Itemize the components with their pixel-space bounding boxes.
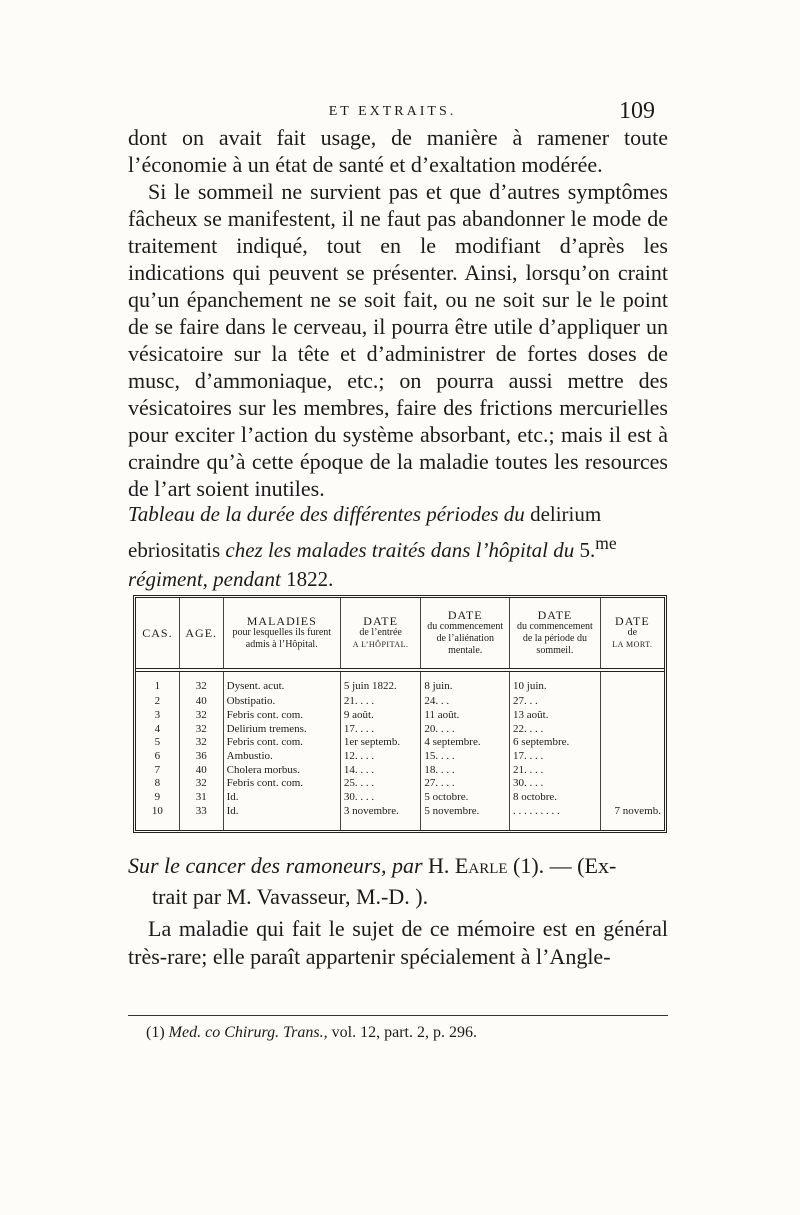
cell-maladie: Id. (223, 791, 340, 805)
header-entree-sc: A L’HÔPITAL. (352, 640, 409, 649)
caption-italic-b: chez les malades traités dans l’hôpital du (225, 538, 575, 562)
cell-cas: 7 (136, 764, 179, 778)
header-mort (600, 598, 664, 670)
cell-maladie: Febris cont. com. (223, 709, 340, 723)
header-alienation-title: DATE (447, 608, 483, 622)
header-entree-sub: de l’entrée (359, 627, 402, 638)
cell-maladie: Id. (223, 805, 340, 830)
footnote-italic: Med. co Chirurg. Trans. (168, 1024, 324, 1041)
cell-age: 32 (179, 723, 223, 737)
cell-cas: 10 (136, 805, 179, 830)
table-row (136, 723, 664, 737)
footnote-rest: , vol. 12, part. 2, p. 296. (323, 1024, 477, 1041)
paragraph-3: La maladie qui fait le sujet de ce mémoire est en général très-rare; elle paraît appartenir spécialement à l’Angle- (128, 916, 668, 969)
cell-alienation: 27. . . . (421, 777, 510, 791)
table-header-row (136, 598, 664, 670)
cell-alienation: 4 septembre. (421, 736, 510, 750)
cell-maladie: Febris cont. com. (223, 736, 340, 750)
cell-sommeil: 10 juin. (510, 670, 601, 695)
header-sommeil-title: DATE (537, 608, 573, 622)
header-maladies-title: MALADIES (246, 614, 317, 628)
header-age (179, 598, 223, 670)
cell-cas: 2 (136, 695, 179, 709)
footnote (146, 1024, 666, 1042)
caption-plain-c: 1822. (280, 567, 334, 591)
page-number: 109 (619, 98, 655, 124)
cell-maladie: Dysent. acut. (223, 670, 340, 695)
header-entree (340, 598, 421, 670)
cell-age: 40 (179, 764, 223, 778)
caption-plain-b: 5. (574, 538, 596, 562)
cell-mort (600, 750, 664, 764)
cell-age: 32 (179, 670, 223, 695)
cell-mort: 7 novemb. (614, 804, 661, 817)
header-mort-title: DATE (615, 614, 650, 628)
header-mort-sc: LA MORT. (612, 640, 653, 649)
table-row (136, 736, 664, 750)
cell-mort (600, 764, 664, 778)
cell-alienation: 24. . . (421, 695, 510, 709)
cell-mort (600, 709, 664, 723)
cell-entree: 30. . . . (340, 791, 421, 805)
cell-entree: 25. . . . (340, 777, 421, 791)
cell-sommeil: 13 août. (510, 709, 601, 723)
section-line-2: trait par M. Vavasseur, M.-D. ). (152, 884, 429, 909)
cell-alienation: 20. . . . (421, 723, 510, 737)
cell-cas: 6 (136, 750, 179, 764)
footnote-mark: (1) (146, 1024, 169, 1041)
header-mort-sub: de (627, 627, 638, 638)
cell-cas: 3 (136, 709, 179, 723)
cell-cas: 5 (136, 736, 179, 750)
cell-sommeil: 30. . . . (510, 777, 601, 791)
footnote-rule (128, 1015, 668, 1016)
paragraph-1: dont on avait fait usage, de manière à ramener toute l’économie à un état de santé et d’exaltation modérée. (128, 125, 668, 177)
table-row (136, 805, 664, 830)
table-row (136, 791, 664, 805)
table-caption (128, 500, 668, 594)
header-age-label: AGE. (185, 626, 218, 640)
cell-sommeil: 6 septembre. (510, 736, 601, 750)
cell-alienation: 5 octobre. (421, 791, 510, 805)
cell-maladie: Cholera morbus. (223, 764, 340, 778)
cell-cas: 8 (136, 777, 179, 791)
cell-alienation: 11 août. (421, 709, 510, 723)
cell-age: 33 (179, 805, 223, 830)
header-cas (136, 598, 179, 670)
cell-entree: 21. . . . (340, 695, 421, 709)
caption-italic-c: régiment, pendant (128, 567, 281, 591)
cell-age: 31 (179, 791, 223, 805)
cell-entree: 12. . . . (340, 750, 421, 764)
header-alienation (421, 598, 510, 670)
section-author: H. Earle (428, 853, 508, 878)
cell-sommeil: 21. . . . (510, 764, 601, 778)
header-entree-title: DATE (363, 614, 398, 628)
cell-age: 32 (179, 709, 223, 723)
section-heading (128, 850, 668, 912)
cell-entree: 9 août. (340, 709, 421, 723)
header-cas-label: CAS. (142, 626, 173, 640)
cell-mort (600, 695, 664, 709)
cell-entree: 14. . . . (340, 764, 421, 778)
table-row (136, 750, 664, 764)
cell-cas: 4 (136, 723, 179, 737)
caption-italic-a: Tableau de la durée des différentes périodes du (128, 502, 525, 526)
cell-maladie: Febris cont. com. (223, 777, 340, 791)
cell-alienation: 18. . . . (421, 764, 510, 778)
header-maladies-sub: pour lesquelles ils furent admis à l’Hôpital. (232, 627, 332, 650)
header-sommeil-sub: du commencement de la période du sommeil. (516, 621, 593, 656)
cell-entree: 1er septemb. (340, 736, 421, 750)
cell-sommeil: 22. . . . (510, 723, 601, 737)
table-row (136, 709, 664, 723)
cell-entree: 5 juin 1822. (340, 670, 421, 695)
data-table (136, 598, 664, 830)
section-title-italic: Sur le cancer des ramoneurs, par (128, 853, 423, 878)
cell-sommeil: . . . . . . . . . (510, 805, 601, 830)
paragraph-2: Si le sommeil ne survient pas et que d’autres symptômes fâcheux se manifestent, il ne faut pas abandonner le mode de traitement indiqué, tout en le modifiant d’après les indications qui peuvent se présenter. Ainsi, lorsqu’on craint qu’un épanchement ne se soit fait, ou ne soit sur le le point de se faire dans le cerveau, il pourra être utile d’appliquer un vésicatoire sur la tête et d’administrer de fortes doses de musc, d’ammoniaque, etc.; on pourra aussi mettre des vésicatoires sur les membres, faire des frictions mercurielles pour exciter l’action du système absorbant, etc.; mais il est à craindre qu’à cette époque de la maladie toutes les resources de l’art soient inutiles. (128, 179, 668, 501)
table-row (136, 695, 664, 709)
header-alienation-sub: du commencement de l’aliénation mentale. (427, 621, 504, 656)
header-sommeil (510, 598, 601, 670)
caption-plain-a: delirium ebriositatis (128, 502, 602, 562)
cell-mort (600, 723, 664, 737)
cell-maladie: Delirium tremens. (223, 723, 340, 737)
cell-sommeil: 8 octobre. (510, 791, 601, 805)
cell-sommeil: 17. . . . (510, 750, 601, 764)
cell-alienation: 5 novembre. (421, 805, 510, 830)
running-head: ET EXTRAITS. (328, 104, 457, 119)
section-after-author: (1). — (Ex- (507, 853, 617, 878)
cell-alienation: 15. . . . (421, 750, 510, 764)
cell-entree: 3 novembre. (340, 805, 421, 830)
caption-superscript: me (595, 533, 617, 553)
cell-mort (600, 736, 664, 750)
cell-alienation: 8 juin. (421, 670, 510, 695)
cell-age: 32 (179, 736, 223, 750)
cell-maladie: Ambustio. (223, 750, 340, 764)
cell-age: 40 (179, 695, 223, 709)
table-row (136, 777, 664, 791)
cell-sommeil: 27. . . (510, 695, 601, 709)
table-row (136, 670, 664, 695)
table-row (136, 764, 664, 778)
cell-age: 36 (179, 750, 223, 764)
table-body (136, 670, 664, 830)
header-maladies (223, 598, 340, 670)
cell-age: 32 (179, 777, 223, 791)
cell-maladie: Obstipatio. (223, 695, 340, 709)
cell-entree: 17. . . . (340, 723, 421, 737)
cell-cas: 9 (136, 791, 179, 805)
cell-mort (600, 777, 664, 791)
cell-mort (600, 791, 664, 805)
cell-cas: 1 (136, 670, 179, 695)
cell-mort (600, 670, 664, 695)
delirium-table (133, 595, 667, 833)
